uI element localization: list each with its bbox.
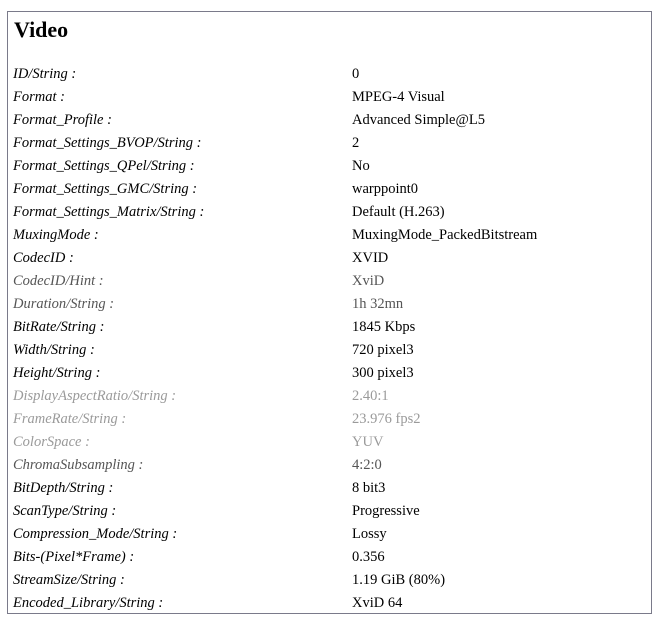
property-row-format-profile [13,110,643,133]
property-row-gmc [13,179,643,202]
property-key: Format_Settings_Matrix/String : [13,204,205,220]
property-value: MPEG-4 Visual [352,89,445,105]
property-value: 8 bit3 [352,480,386,496]
property-row-duration [13,294,643,317]
property-key: FrameRate/String : [13,411,127,427]
property-key: Format_Profile : [13,112,112,128]
property-key: StreamSize/String : [13,572,125,588]
property-key: Width/String : [13,342,95,358]
property-row-matrix [13,202,643,225]
property-list [13,64,643,616]
property-value: Advanced Simple@L5 [352,112,485,128]
property-value: 0.356 [352,549,385,565]
property-row-compression-mode [13,524,643,547]
property-value: 2 [352,135,360,151]
property-row-scan-type [13,501,643,524]
property-value: XviD 64 [352,595,403,611]
property-value: Progressive [352,503,420,519]
property-key: CodecID/Hint : [13,273,104,289]
property-key: Duration/String : [13,296,115,312]
property-row-encoded-library [13,593,643,616]
property-value: 0 [352,66,360,82]
property-key: Format_Settings_QPel/String : [13,158,195,174]
property-key: MuxingMode : [13,227,99,243]
property-row-format [13,87,643,110]
property-row-id [13,64,643,87]
property-value: 300 pixel3 [352,365,414,381]
property-row-qpel [13,156,643,179]
property-value: XviD [352,273,385,289]
property-key: Encoded_Library/String : [13,595,164,611]
property-value: 23.976 fps2 [352,411,421,427]
property-row-color-space [13,432,643,455]
video-info-panel [7,11,652,614]
section-title: Video [14,17,69,42]
property-row-stream-size [13,570,643,593]
property-value: warppoint0 [352,181,419,197]
property-value: 1.19 GiB (80%) [352,572,446,588]
property-key: Format_Settings_GMC/String : [13,181,198,197]
property-value: No [352,158,370,174]
property-key: Format : [13,89,65,105]
property-row-bit-depth [13,478,643,501]
property-key: ColorSpace : [13,434,90,450]
property-row-chroma-subsampling [13,455,643,478]
property-value: MuxingMode_PackedBitstream [352,227,538,243]
property-value: Default (H.263) [352,204,445,220]
property-value: 1845 Kbps [352,319,416,335]
property-row-aspect-ratio [13,386,643,409]
property-key: ScanType/String : [13,503,117,519]
property-row-bvop [13,133,643,156]
property-row-height [13,363,643,386]
property-row-bits-pixel-frame [13,547,643,570]
property-key: Height/String : [13,365,101,381]
property-row-width [13,340,643,363]
property-key: DisplayAspectRatio/String : [13,388,177,404]
property-key: Bits-(Pixel*Frame) : [13,549,135,565]
property-key: CodecID : [13,250,74,266]
property-value: 4:2:0 [352,457,382,473]
property-row-muxing-mode [13,225,643,248]
property-key: BitDepth/String : [13,480,114,496]
property-row-frame-rate [13,409,643,432]
property-value: YUV [352,434,384,450]
property-row-bitrate [13,317,643,340]
property-key: Compression_Mode/String : [13,526,178,542]
property-key: BitRate/String : [13,319,105,335]
property-row-codec-hint [13,271,643,294]
property-value: 720 pixel3 [352,342,414,358]
property-key: Format_Settings_BVOP/String : [13,135,202,151]
property-value: 2.40:1 [352,388,389,404]
property-value: Lossy [352,526,387,542]
property-key: ChromaSubsampling : [13,457,144,473]
property-value: XVID [352,250,389,266]
property-row-codec-id [13,248,643,271]
property-key: ID/String : [13,66,77,82]
property-value: 1h 32mn [352,296,404,312]
